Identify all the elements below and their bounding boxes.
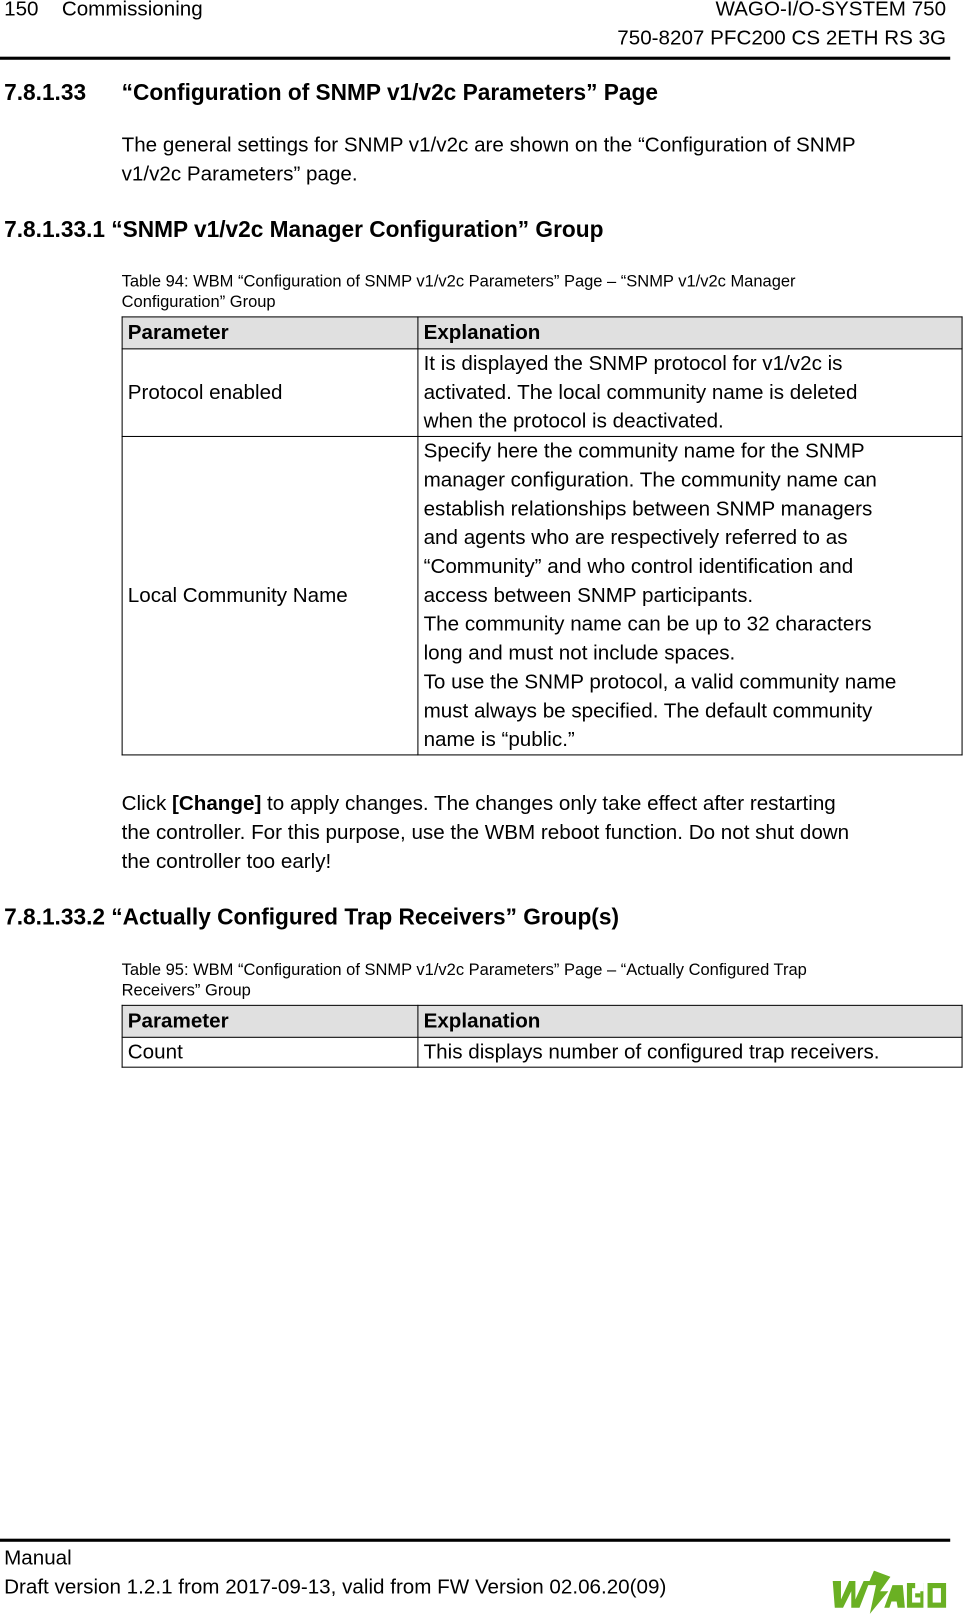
manager-config-table	[122, 316, 963, 755]
wago-logo	[829, 1571, 949, 1614]
product-model: 750-8207 PFC200 CS 2ETH RS 3G	[617, 26, 947, 50]
footer-draft: Draft version 1.2.1 from 2017-09-13, valid from FW Version 02.06.20(09)	[4, 1575, 667, 1599]
table-caption: Configuration” Group	[121, 293, 276, 312]
section-number: 7.8.1.33	[4, 79, 87, 106]
explanation-cell: It is displayed the SNMP protocol for v1/v2c is activated. The local community name is deleted when the protocol is deactivated.	[418, 349, 962, 437]
param-cell: Local Community Name	[122, 436, 418, 754]
header-rule	[0, 57, 950, 60]
table-caption: Receivers” Group	[121, 982, 251, 1000]
section-title: “Configuration of SNMP v1/v2c Parameters” Page	[121, 79, 658, 106]
param-cell: Count	[122, 1037, 418, 1067]
table-caption: Table 94: WBM “Configuration of SNMP v1/v2c Parameters” Page – “SNMP v1/v2c Manager	[121, 273, 796, 291]
subsection-heading: 7.8.1.33.1 “SNMP v1/v2c Manager Configuration” Group	[4, 216, 604, 243]
table-row	[122, 349, 962, 437]
section-name: Commissioning	[61, 0, 203, 21]
instruction-line: the controller too early!	[121, 850, 332, 873]
footer-manual: Manual	[4, 1546, 72, 1570]
table-caption: Table 95: WBM “Configuration of SNMP v1/v2c Parameters” Page – “Actually Configured Trap	[121, 961, 807, 980]
intro-line: The general settings for SNMP v1/v2c are shown on the “Configuration of SNMP	[121, 133, 856, 157]
trap-receivers-table	[122, 1005, 963, 1068]
footer-rule	[0, 1539, 950, 1542]
instruction-line: Click [Change] to apply changes. The changes only take effect after restarting	[121, 792, 836, 816]
instruction-line: the controller. For this purpose, use the WBM reboot function. Do not shut down	[121, 821, 850, 845]
table-row	[122, 436, 962, 754]
col-header: Parameter	[122, 317, 418, 349]
col-header: Explanation	[418, 317, 962, 349]
col-header: Parameter	[122, 1005, 418, 1037]
page-number: 150	[4, 0, 39, 21]
table-row	[122, 1037, 962, 1067]
intro-line: v1/v2c Parameters” page.	[121, 162, 358, 186]
subsection-heading: 7.8.1.33.2 “Actually Configured Trap Receivers” Group(s)	[4, 903, 620, 930]
col-header: Explanation	[418, 1005, 962, 1037]
product-name: WAGO-I/O-SYSTEM 750	[715, 0, 947, 21]
param-cell: Protocol enabled	[122, 349, 418, 437]
explanation-cell: Specify here the community name for the SNMP manager configuration. The community name can establish relationships between SNMP managers and agents who are respectively referred to as “Community” and who control identification and access between SNMP participants. The community name can be up to 32 characters long and must not include spaces. To use the SNMP protocol, a valid community name must always be specified. The default community name is “public.”	[418, 436, 962, 754]
explanation-cell: This displays number of configured trap receivers.	[418, 1037, 962, 1067]
